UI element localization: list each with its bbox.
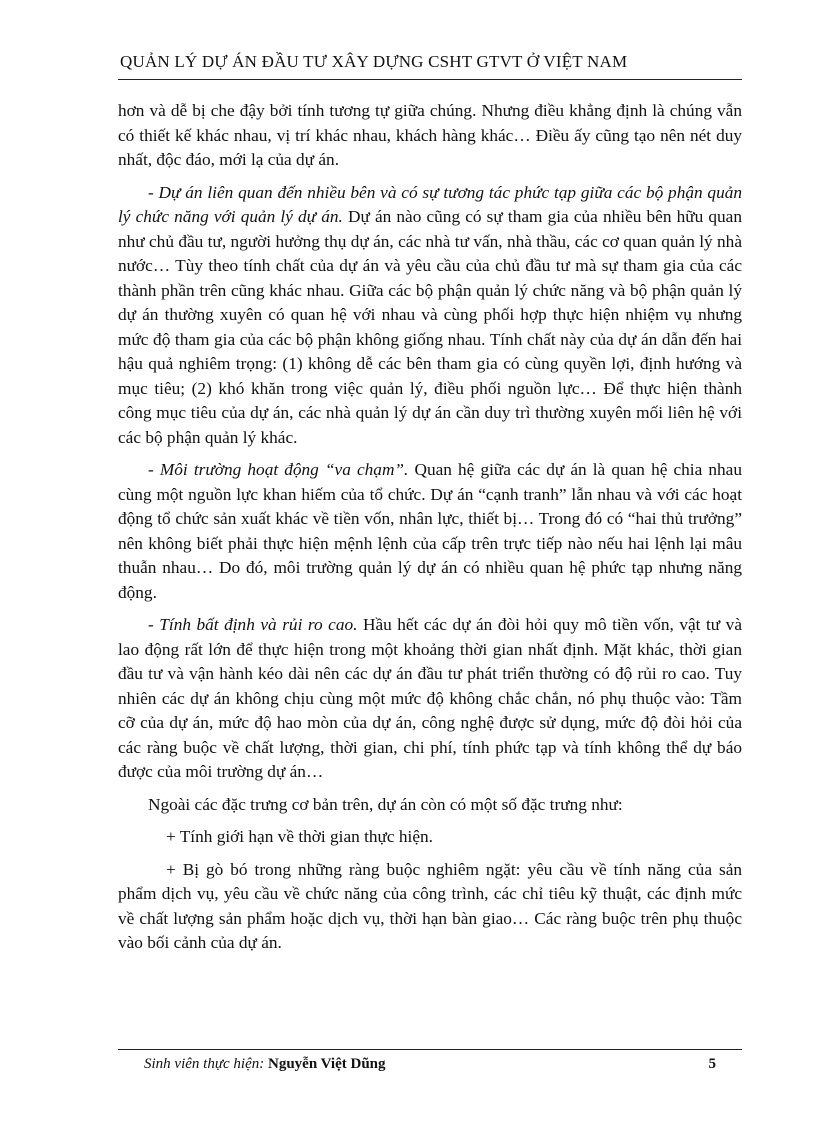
footer-author-name: Nguyễn Việt Dũng [267, 1056, 386, 1072]
paragraph-4-body: Hầu hết các dự án đòi hỏi quy mô tiền vốn, vật tư và lao động rất lớn để thực hiện trong một khoảng thời gian nhất định. Mặt khác, thời gian đầu tư và vận hành kéo dài nên các dự án đầu tư phát triển thường có độ rủi ro cao. Tuy nhiên các dự án không chịu cùng một mức độ không chắc chắn, nó phụ thuộc vào: Tầm cỡ của dự án, mức độ hao mòn của dự án, công nghệ được sử dụng, mức độ đòi hỏi của các ràng buộc về chất lượng, thời gian, chi phí, tính phức tạp và tính không thể dự báo được của môi trường dự án… [118, 615, 742, 781]
paragraph-2-body: Dự án nào cũng có sự tham gia của nhiều bên hữu quan như chủ đầu tư, người hưởng thụ dự án, các nhà tư vấn, nhà thầu, các cơ quan quản lý nhà nước… Tùy theo tính chất của dự án và yêu cầu của chủ đầu tư mà sự tham gia của các thành phần trên cũng khác nhau. Giữa các bộ phận quản lý chức năng và bộ phận quản lý dự án thường xuyên có quan hệ với nhau và cùng phối hợp thực hiện nhiệm vụ nhưng mức độ tham gia của các bộ phận không giống nhau. Tính chất này của dự án dẫn đến hai hậu quả nghiêm trọng: (1) không dễ các bên tham gia có cùng quyền lợi, định hướng và mục tiêu; (2) khó khăn trong việc quản lý, điều phối nguồn lực… Để thực hiện thành công mục tiêu của dự án, các nhà quản lý dự án cần duy trì thường xuyên mối liên hệ với các bộ phận quản lý khác. [118, 207, 742, 447]
document-body [118, 99, 742, 964]
footer-author [144, 1056, 386, 1073]
page-number: 5 [708, 1056, 716, 1072]
page-footer [118, 1049, 742, 1079]
paragraph-2 [118, 181, 742, 451]
paragraph-1: hơn và dễ bị che đậy bởi tính tương tự giữa chúng. Nhưng điều khẳng định là chúng vẫn có thiết kế khác nhau, vị trí khác nhau, khách hàng khác… Điều ấy cũng tạo nên nét duy nhất, độc đáo, mới lạ của dự án. [118, 101, 742, 169]
bullet-time-limit: + Tính giới hạn về thời gian thực hiện. [166, 827, 433, 846]
footer-author-label: Sinh viên thực hiện [144, 1056, 260, 1072]
paragraph-2-lead: - Dự án liên quan đến nhiều bên và có sự tương tác phức tạp giữa các bộ phận quản lý chức năng với quản lý dự án. [118, 182, 742, 226]
paragraph-3 [118, 458, 742, 605]
header-title: QUẢN LÝ DỰ ÁN ĐẦU TƯ XÂY DỰNG CSHT GTVT Ở VIỆT NAM [120, 52, 628, 71]
paragraph-3-body: Quan hệ giữa các dự án là quan hệ chia nhau cùng một nguồn lực khan hiếm của tổ chức. Dự án “cạnh tranh” lẫn nhau và với các hoạt động tổ chức sản xuất khác về tiền vốn, nhân lực, thiết bị… Trong đó có “hai thủ trưởng” nên không biết phải thực hiện mệnh lệnh của cấp trên trực tiếp nào nếu hai lệnh lại mâu thuẫn nhau… Do đó, môi trường quản lý dự án có nhiều quan hệ phức tạp nhưng năng động. [118, 460, 742, 602]
paragraph-4 [118, 613, 742, 785]
paragraph-5: Ngoài các đặc trưng cơ bản trên, dự án còn có một số đặc trưng như: [148, 794, 623, 814]
bullet-constraints: + Bị gò bó trong những ràng buộc nghiêm ngặt: yêu cầu về tính năng của sản phẩm dịch vụ, yêu cầu về chức năng của công trình, các chỉ tiêu kỹ thuật, các định mức về chất lượng sản phẩm hoặc dịch vụ, thời hạn bàn giao… Các ràng buộc trên phụ thuộc vào bối cảnh của dự án. [118, 859, 742, 952]
paragraph-4-lead: - Tính bất định và rủi ro cao. [148, 615, 358, 634]
page-header [118, 50, 742, 80]
footer-separator: : [259, 1056, 268, 1072]
paragraph-3-lead: - Môi trường hoạt động “va chạm”. [148, 460, 409, 479]
